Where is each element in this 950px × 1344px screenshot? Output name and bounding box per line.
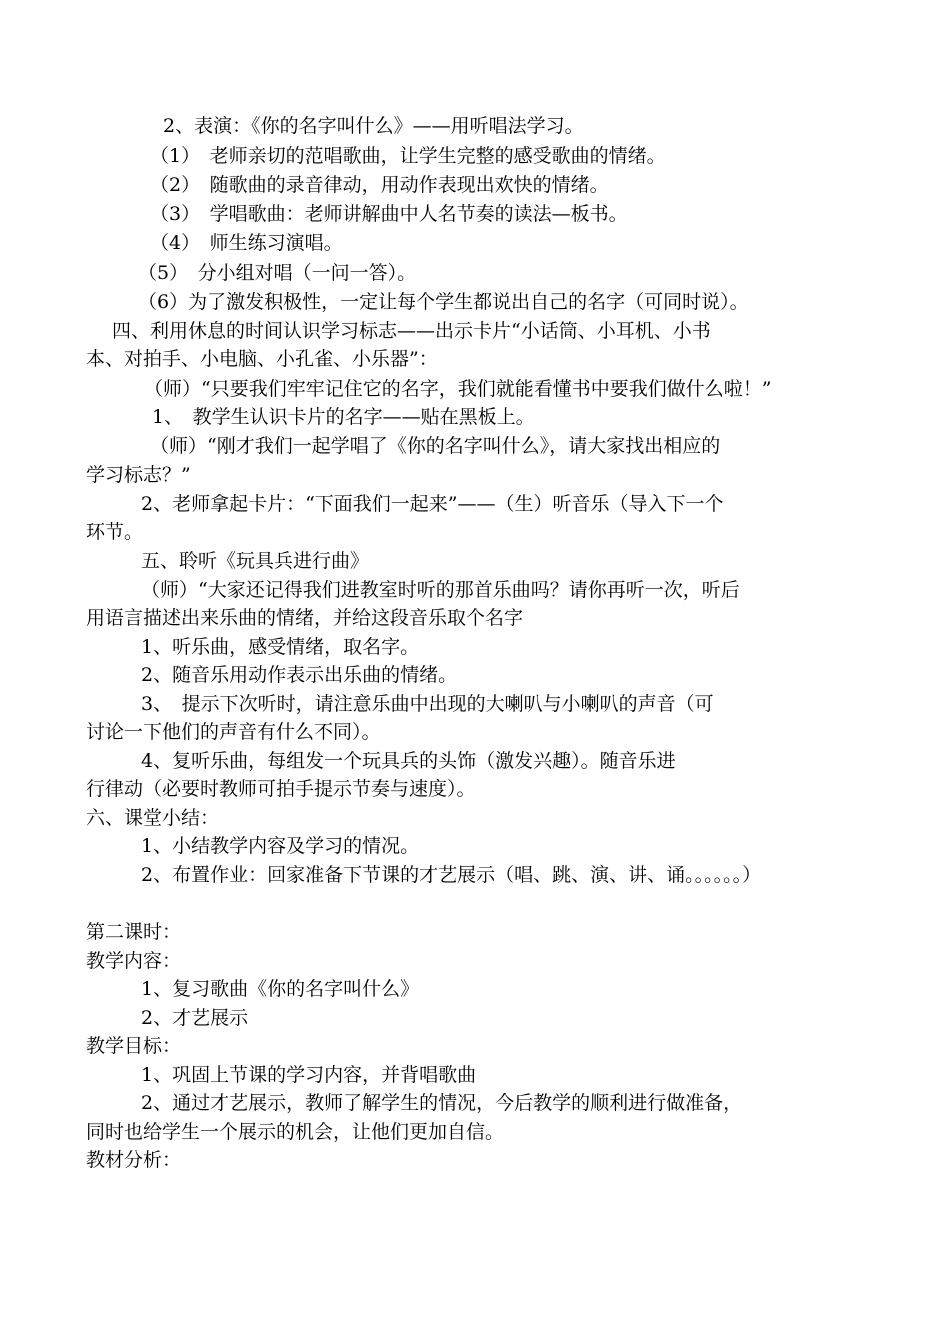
text-line: （4） 师生练习演唱。 <box>150 232 343 254</box>
text-line: 2、表演：《你的名字叫什么》——用听唱法学习。 <box>163 115 584 137</box>
text-line: （师）“只要我们牢牢记住它的名字，我们就能看懂书中要我们做什么啦！” <box>144 378 772 400</box>
text-line: 讨论一下他们的声音有什么不同）。 <box>86 721 381 743</box>
text-line: 环节。 <box>86 521 144 543</box>
text-line: 同时也给学生一个展示的机会，让他们更加自信。 <box>86 1121 505 1143</box>
text-line: 教学目标： <box>86 1035 182 1057</box>
text-line: 行律动（必要时教师可拍手提示节奏与速度）。 <box>86 778 476 800</box>
text-line: 2、老师拿起卡片：“下面我们一起来”——（生）听音乐（导入下一个 <box>141 493 724 515</box>
text-line: （2） 随歌曲的录音律动，用动作表现出欢快的情绪。 <box>150 174 609 196</box>
text-line: 1、 教学生认识卡片的名字——贴在黑板上。 <box>152 406 535 428</box>
text-line: 五、聆听《玩具兵进行曲》 <box>141 550 370 572</box>
text-line: 1、复习歌曲《你的名字叫什么》 <box>141 978 420 1000</box>
text-line: 1、听乐曲，感受情绪，取名字。 <box>141 636 420 658</box>
text-line: 4、复听乐曲，每组发一个玩具兵的头饰（激发兴趣）。随音乐进 <box>141 750 676 772</box>
text-line: 2、通过才艺展示，教师了解学生的情况，今后教学的顺利进行做准备， <box>141 1092 743 1114</box>
text-line: 用语言描述出来乐曲的情绪，并给这段音乐取个名字 <box>86 607 524 629</box>
text-line: 3、 提示下次听时，请注意乐曲中出现的大喇叭与小喇叭的声音（可 <box>141 693 714 715</box>
text-line: 本、对拍手、小电脑、小孔雀、小乐器”： <box>86 348 438 370</box>
text-line: （6）为了激发积极性，一定让每个学生都说出自己的名字（可同时说）。 <box>138 291 749 313</box>
text-line: 学习标志？” <box>86 464 191 486</box>
text-line: （3） 学唱歌曲：老师讲解曲中人名节奏的读法—板书。 <box>150 203 628 225</box>
text-line: 1、巩固上节课的学习内容，并背唱歌曲 <box>141 1064 477 1086</box>
text-line: （5） 分小组对唱（一问一答）。 <box>138 262 417 284</box>
text-line: 四、利用休息的时间认识学习标志——出示卡片“小话筒、小耳机、小书 <box>112 320 711 342</box>
text-line: 第二课时： <box>86 921 182 943</box>
text-line: 1、小结教学内容及学习的情况。 <box>141 835 420 857</box>
text-line: 2、才艺展示 <box>141 1007 249 1029</box>
text-line: （1） 老师亲切的范唱歌曲，让学生完整的感受歌曲的情绪。 <box>150 145 666 167</box>
text-line: 六、课堂小结： <box>86 807 220 829</box>
text-line: 2、布置作业：回家准备下节课的才艺展示（唱、跳、演、讲、诵。。。。。。） <box>141 864 762 886</box>
text-line: 教材分析： <box>86 1149 182 1171</box>
text-line: （师）“大家还记得我们进教室时听的那首乐曲吗？请你再听一次，听后 <box>141 579 740 601</box>
text-line: 教学内容： <box>86 950 182 972</box>
text-line: （师）“刚才我们一起学唱了《你的名字叫什么》，请大家找出相应的 <box>150 435 721 457</box>
text-line: 2、随音乐用动作表示出乐曲的情绪。 <box>141 664 458 686</box>
